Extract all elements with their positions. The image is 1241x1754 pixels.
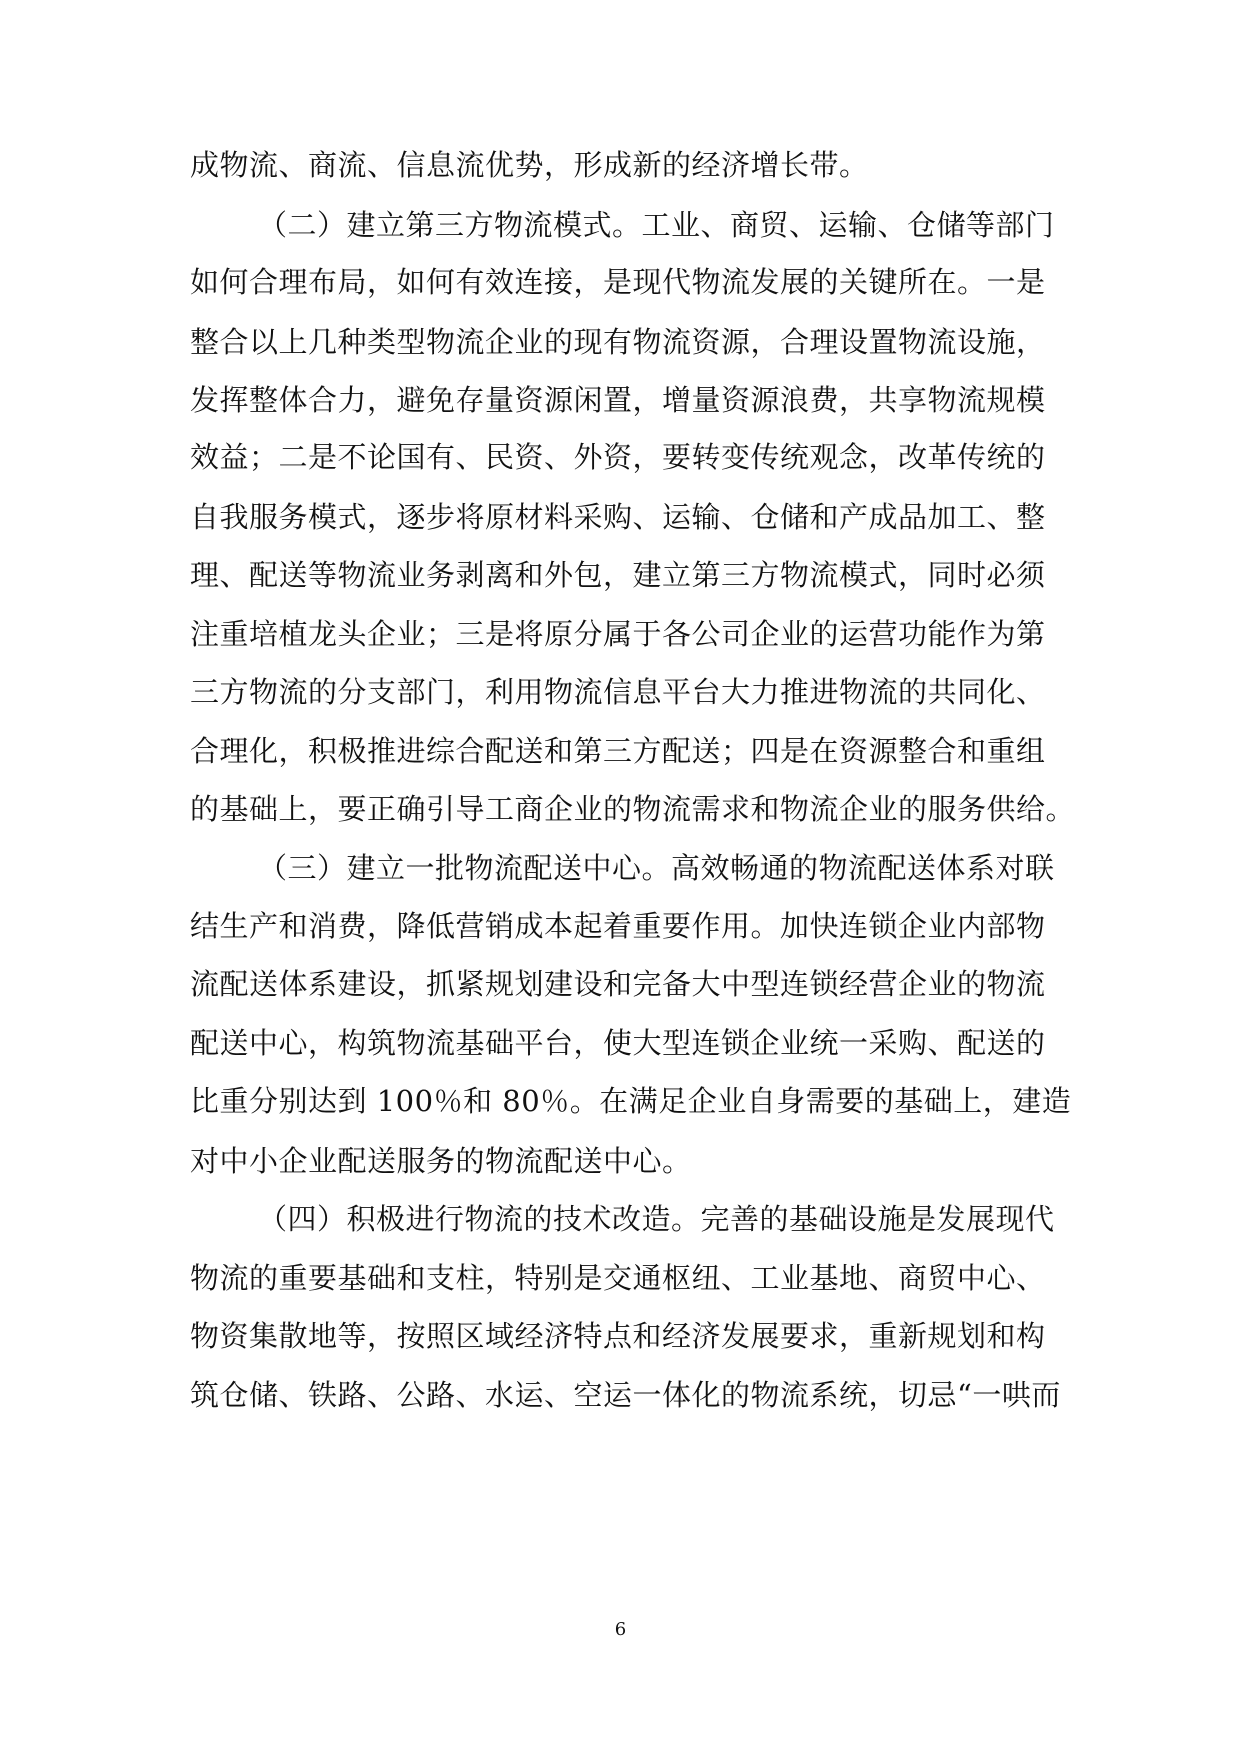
text-line-5: 发挥整体合力，避免存量资源闲置，增量资源浪费，共享物流规模 [190, 383, 1046, 417]
text-line-6: 效益；二是不论国有、民资、外资，要转变传统观念，改革传统的 [190, 440, 1046, 474]
text-line-20: 物流的重要基础和支柱，特别是交通枢纽、工业基地、商贸中心、 [190, 1261, 1046, 1295]
text-line-14: 结生产和消费，降低营销成本起着重要作用。加快连锁企业内部物 [190, 909, 1046, 943]
text-line-9: 注重培植龙头企业；三是将原分属于各公司企业的运营功能作为第 [190, 617, 1046, 651]
text-line-4: 整合以上几种类型物流企业的现有物流资源，合理设置物流设施， [190, 325, 1046, 359]
text-line-17: 比重分别达到 100％和 80％。在满足企业自身需要的基础上，建造 [190, 1084, 1072, 1118]
text-line-2: （二）建立第三方物流模式。工业、商贸、运输、仓储等部门 [258, 208, 1055, 242]
text-line-21: 物资集散地等，按照区域经济特点和经济发展要求，重新规划和构 [190, 1319, 1046, 1353]
text-line-11: 合理化，积极推进综合配送和第三方配送；四是在资源整合和重组 [190, 734, 1046, 768]
text-line-1: 成物流、商流、信息流优势，形成新的经济增长带。 [190, 148, 869, 182]
text-line-13: （三）建立一批物流配送中心。高效畅通的物流配送体系对联 [258, 851, 1055, 885]
page-number: 6 [614, 1619, 627, 1640]
text-line-16: 配送中心，构筑物流基础平台，使大型连锁企业统一采购、配送的 [190, 1026, 1046, 1060]
text-line-12: 的基础上，要正确引导工商企业的物流需求和物流企业的服务供给。 [190, 792, 1076, 826]
text-line-8: 理、配送等物流业务剥离和外包，建立第三方物流模式，同时必须 [190, 558, 1046, 592]
text-line-18: 对中小企业配送服务的物流配送中心。 [190, 1144, 692, 1178]
text-line-7: 自我服务模式，逐步将原材料采购、运输、仓储和产成品加工、整 [190, 500, 1046, 534]
text-line-10: 三方物流的分支部门，利用物流信息平台大力推进物流的共同化、 [190, 675, 1046, 709]
text-line-3: 如何合理布局，如何有效连接，是现代物流发展的关键所在。一是 [190, 265, 1046, 299]
text-line-19: （四）积极进行物流的技术改造。完善的基础设施是发展现代 [258, 1202, 1055, 1236]
text-line-15: 流配送体系建设，抓紧规划建设和完备大中型连锁经营企业的物流 [190, 967, 1046, 1001]
text-line-22: 筑仓储、铁路、公路、水运、空运一体化的物流系统，切忌“一哄而 [190, 1378, 1061, 1412]
